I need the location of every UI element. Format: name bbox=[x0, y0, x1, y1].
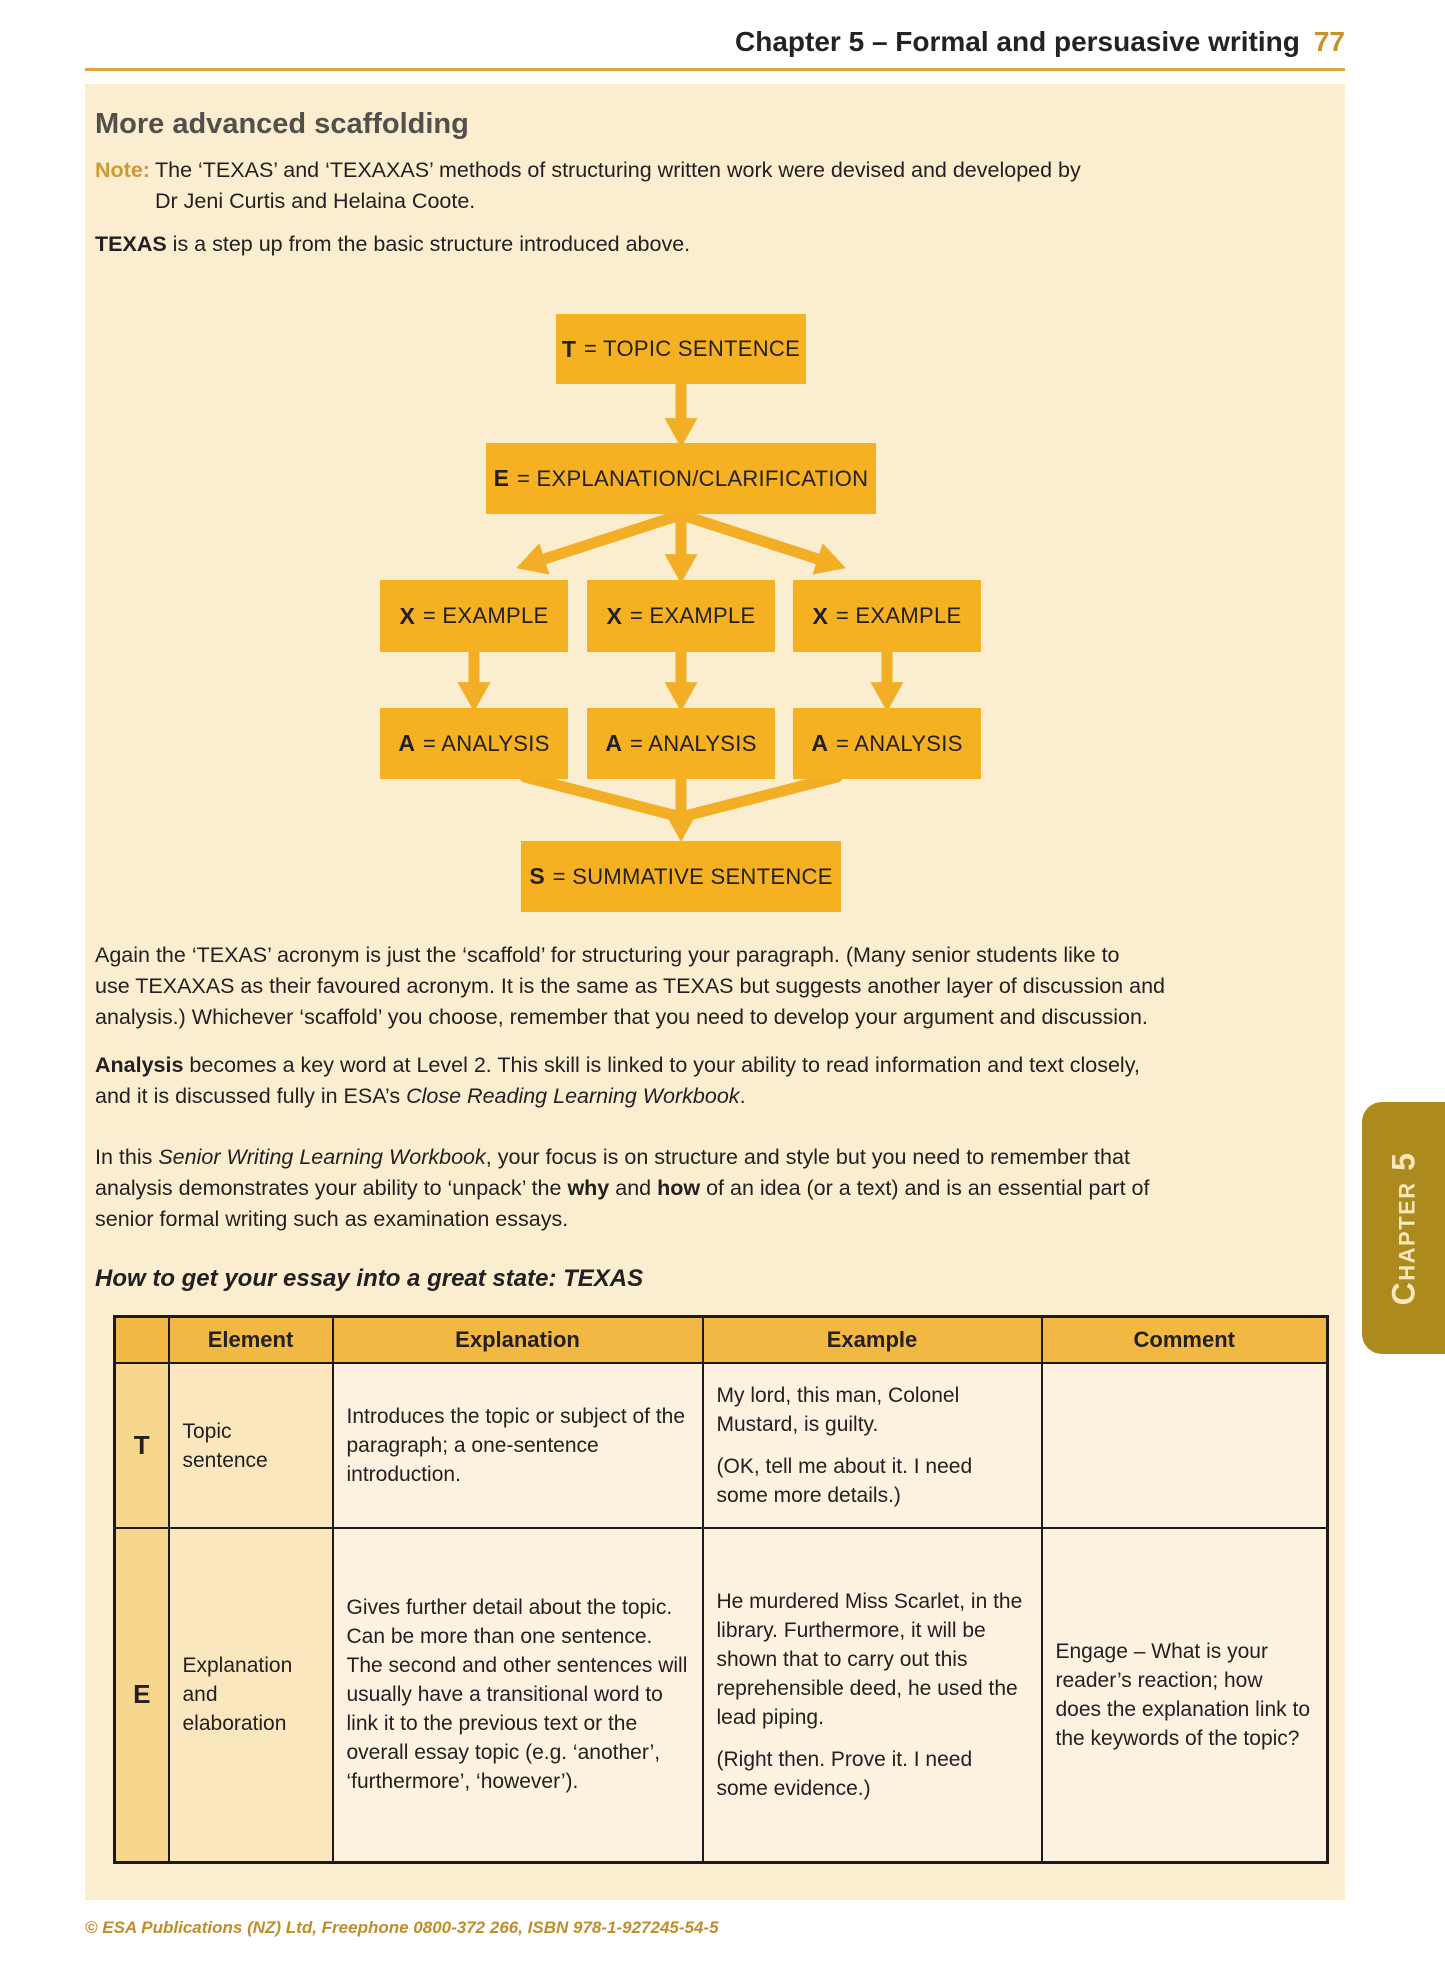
paragraph-texas-acronym: Again the ‘TEXAS’ acronym is just the ‘scaffold’ for structuring your paragraph. (Many senior students like to use TEXAXAS as their favoured acronym. It is the same as TEXAS but suggests another layer of discussion and analysis.) Whichever ‘scaffold’ you choose, remember that you need to develop your argument and discussion. bbox=[95, 943, 1165, 1029]
cell-letter-e: E bbox=[115, 1528, 169, 1862]
flow-node-letter: X bbox=[606, 602, 622, 629]
table-header-row bbox=[115, 1317, 1328, 1364]
flow-node-example-3 bbox=[793, 580, 981, 652]
cell-comment-t bbox=[1042, 1363, 1328, 1528]
flow-node-explanation bbox=[486, 443, 876, 514]
cell-example-t: My lord, this man, Colonel Mustard, is guilty. (OK, tell me about it. I need some more details.) bbox=[703, 1363, 1042, 1528]
page-header bbox=[85, 26, 1345, 71]
flow-node-label: = TOPIC SENTENCE bbox=[583, 336, 801, 361]
flow-node-topic-sentence bbox=[556, 314, 806, 384]
note-label: Note: bbox=[95, 158, 150, 182]
flow-node-letter: E bbox=[493, 465, 509, 491]
flow-node-label: = EXAMPLE bbox=[422, 603, 549, 628]
chapter-tab bbox=[1362, 1102, 1445, 1354]
cell-example-e: He murdered Miss Scarlet, in the library. Furthermore, it will be shown that to carry out this reprehensible deed, he used the lead piping. (Right then. Prove it. I need some evidence.) bbox=[703, 1528, 1042, 1862]
paragraph-analysis: Analysis becomes a key word at Level 2. This skill is linked to your ability to read information and text closely, and it is discussed fully in ESA’s Close Reading Learning Workbook. bbox=[95, 1053, 1140, 1108]
flow-node-label: = EXPLANATION/CLARIFICATION bbox=[516, 465, 869, 491]
flow-node-label: = EXAMPLE bbox=[835, 603, 962, 628]
table-row-t bbox=[115, 1363, 1328, 1528]
note-text: The ‘TEXAS’ and ‘TEXAXAS’ methods of structuring written work were devised and developed by Dr Jeni Curtis and Helaina Coote. bbox=[155, 158, 1081, 213]
col-header-comment: Comment bbox=[1042, 1317, 1328, 1364]
texas-table bbox=[113, 1315, 1329, 1864]
cell-element-t: Topic sentence bbox=[169, 1363, 333, 1528]
col-header-explanation: Explanation bbox=[333, 1317, 703, 1364]
chapter-tab-label: Chapter 5 bbox=[1385, 1151, 1421, 1305]
flow-node-analysis-3 bbox=[793, 708, 981, 779]
chapter-header-title: Chapter 5 – Formal and persuasive writing bbox=[735, 26, 1300, 57]
page-number: 77 bbox=[1313, 26, 1345, 57]
publisher-footer: © ESA Publications (NZ) Ltd, Freephone 0800-372 266, ISBN 978-1-927245-54-5 bbox=[85, 1917, 719, 1937]
flow-node-label: = ANALYSIS bbox=[835, 730, 963, 756]
note-block bbox=[95, 155, 1335, 217]
flow-node-letter: T bbox=[561, 335, 576, 362]
flow-node-example-1 bbox=[380, 580, 568, 652]
cell-comment-e: Engage – What is your reader’s reaction; how does the explanation link to the keywords of the topic? bbox=[1042, 1528, 1328, 1862]
col-header-example: Example bbox=[703, 1317, 1042, 1364]
cell-letter-t: T bbox=[115, 1363, 169, 1528]
content-panel bbox=[85, 84, 1345, 1900]
content-column bbox=[85, 26, 1345, 1938]
paragraph-workbook: In this Senior Writing Learning Workbook, your focus is on structure and style but you need to remember that analysis demonstrates your ability to ‘unpack’ the why and how of an idea (or a text) and is an essential part of senior formal writing such as examination essays. bbox=[95, 1145, 1150, 1231]
cell-explanation-e: Gives further detail about the topic. Can be more than one sentence. The second and other sentences will usually have a transitional word to link it to the previous text or the overall essay topic (e.g. ‘another’, ‘furthermore’, ‘however’). bbox=[333, 1528, 703, 1862]
flow-node-label: = EXAMPLE bbox=[629, 603, 756, 628]
texas-flowchart bbox=[95, 296, 1335, 918]
intro-paragraph: TEXAS is a step up from the basic structure introduced above. bbox=[95, 232, 691, 256]
flow-node-analysis-2 bbox=[587, 708, 775, 779]
flow-node-analysis-1 bbox=[380, 708, 568, 779]
cell-explanation-t: Introduces the topic or subject of the paragraph; a one-sentence introduction. bbox=[333, 1363, 703, 1528]
flow-node-letter: A bbox=[398, 730, 415, 756]
flow-node-letter: A bbox=[811, 730, 828, 756]
flow-node-letter: X bbox=[812, 602, 828, 629]
table-heading: How to get your essay into a great state: TEXAS bbox=[95, 1265, 644, 1292]
cell-element-e: Explanation and elaboration bbox=[169, 1528, 333, 1862]
flow-node-example-2 bbox=[587, 580, 775, 652]
flow-node-label: = ANALYSIS bbox=[629, 730, 757, 756]
flow-node-label: = SUMMATIVE SENTENCE bbox=[552, 863, 833, 889]
flow-node-letter: S bbox=[529, 863, 545, 889]
table-row-e bbox=[115, 1528, 1328, 1862]
flow-node-letter: X bbox=[399, 602, 415, 629]
flow-node-letter: A bbox=[605, 730, 622, 756]
flow-node-label: = ANALYSIS bbox=[422, 730, 550, 756]
table-corner-cell bbox=[115, 1317, 169, 1364]
section-title: More advanced scaffolding bbox=[95, 108, 469, 140]
col-header-element: Element bbox=[169, 1317, 333, 1364]
flow-node-summative-sentence bbox=[521, 841, 841, 912]
